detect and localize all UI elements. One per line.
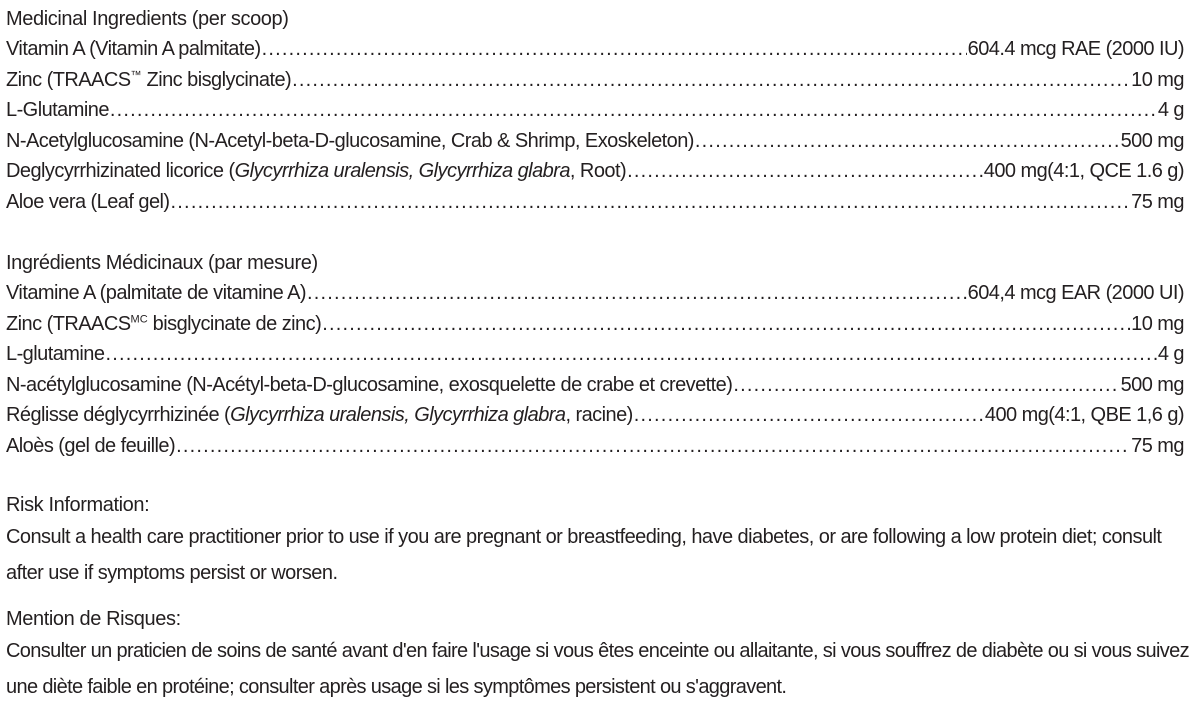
ingredient-name: Aloès (gel de feuille) bbox=[6, 434, 176, 457]
section-heading: Medicinal Ingredients (per scoop) bbox=[6, 8, 289, 30]
ingredients-medicinaux-section bbox=[6, 248, 1184, 461]
dot-leader bbox=[262, 34, 967, 65]
ingredient-name bbox=[6, 309, 321, 340]
dot-leader bbox=[307, 278, 967, 309]
ingredient-row bbox=[6, 95, 1184, 126]
ingredient-row bbox=[6, 431, 1184, 462]
ingredient-name: Vitamin A (Vitamin A palmitate) bbox=[6, 38, 261, 60]
ingredient-quantity: 4 g bbox=[1157, 343, 1184, 365]
risk-information-text: Consult a health care practitioner prior to use if you are pregnant or breastfeeding, have diabetes, or are following a low protein diet; consult after use if symptoms persist or worsen. bbox=[6, 526, 1162, 584]
ingredient-name: Aloe vera (Leaf gel) bbox=[6, 190, 170, 213]
ingredient-quantity: 500 mg bbox=[1120, 129, 1184, 152]
dot-leader bbox=[292, 65, 1130, 96]
mention-de-risques-section bbox=[6, 606, 1200, 705]
ingredient-row bbox=[6, 65, 1184, 96]
botanical-name: Glycyrrhiza uralensis, Glycyrrhiza glabra bbox=[230, 404, 566, 426]
ingredient-row bbox=[6, 339, 1184, 370]
ingredient-quantity: 400 mg(4:1, QBE 1,6 g) bbox=[984, 404, 1184, 426]
ingredient-row bbox=[6, 370, 1184, 401]
ingredient-row bbox=[6, 400, 1184, 431]
dot-leader bbox=[176, 431, 1130, 462]
ingredient-name-part: Deglycyrrhizinated licorice ( bbox=[6, 160, 235, 182]
ingredient-row bbox=[6, 34, 1184, 65]
ingredient-quantity: 604.4 mcg RAE (2000 IU) bbox=[967, 38, 1184, 60]
dot-leader bbox=[322, 309, 1130, 340]
dot-leader bbox=[627, 156, 983, 187]
section-heading: Risk Information: bbox=[6, 494, 150, 516]
trademark-mark: ™ bbox=[130, 68, 142, 81]
ingredient-quantity: 500 mg bbox=[1120, 373, 1184, 396]
ingredient-row bbox=[6, 278, 1184, 309]
ingredient-quantity: 604,4 mcg EAR (2000 UI) bbox=[967, 282, 1184, 304]
ingredient-quantity: 4 g bbox=[1157, 99, 1184, 121]
ingredient-row bbox=[6, 187, 1184, 218]
ingredient-quantity: 400 mg(4:1, QCE 1.6 g) bbox=[983, 160, 1184, 182]
mention-de-risques-text: Consulter un praticien de soins de santé avant d'en faire l'usage si vous êtes enceinte ou allaitante, si vous souffrez de diabète ou si vous suivez une diète faible en protéine; consulter après usage si les symptômes persistent ou s'aggravent. bbox=[6, 640, 1189, 698]
ingredient-name bbox=[6, 400, 633, 431]
botanical-name: Glycyrrhiza uralensis, Glycyrrhiza glabra bbox=[234, 160, 570, 182]
ingredient-name-part: , Root) bbox=[569, 160, 627, 182]
ingredient-name-part: Zinc (TRAACS bbox=[6, 312, 131, 335]
ingredient-name-part: Réglisse déglycyrrhizinée ( bbox=[6, 404, 231, 426]
risk-information-section bbox=[6, 492, 1196, 591]
ingredient-row bbox=[6, 126, 1184, 157]
section-heading: Ingrédients Médicinaux (par mesure) bbox=[6, 252, 318, 274]
ingredient-name: L-Glutamine bbox=[6, 99, 109, 121]
ingredient-quantity: 75 mg bbox=[1131, 190, 1184, 213]
ingredient-name bbox=[6, 65, 291, 96]
ingredient-quantity: 75 mg bbox=[1131, 434, 1184, 457]
ingredient-name: N-Acetylglucosamine (N-Acetyl-beta-D-glucosamine, Crab & Shrimp, Exoskeleton) bbox=[6, 129, 694, 152]
ingredient-name: N-acétylglucosamine (N-Acétyl-beta-D-glucosamine, exosquelette de crabe et crevette) bbox=[6, 373, 733, 396]
dot-leader bbox=[634, 400, 984, 431]
ingredient-row bbox=[6, 309, 1184, 340]
ingredient-name bbox=[6, 156, 626, 187]
ingredient-quantity: 10 mg bbox=[1131, 68, 1184, 91]
medicinal-ingredients-section bbox=[6, 4, 1184, 217]
dot-leader bbox=[110, 95, 1157, 126]
ingredient-name-part: , racine) bbox=[565, 404, 633, 426]
ingredient-name: L-glutamine bbox=[6, 343, 105, 365]
ingredient-name-part: Zinc bisglycinate) bbox=[141, 68, 292, 91]
section-heading: Mention de Risques: bbox=[6, 608, 181, 630]
dot-leader bbox=[171, 187, 1131, 218]
trademark-mark: MC bbox=[130, 312, 148, 325]
ingredient-quantity: 10 mg bbox=[1131, 312, 1184, 335]
dot-leader bbox=[733, 370, 1119, 401]
dot-leader bbox=[695, 126, 1120, 157]
ingredient-name-part: Zinc (TRAACS bbox=[6, 68, 131, 91]
dot-leader bbox=[105, 339, 1156, 370]
ingredient-name-part: bisglycinate de zinc) bbox=[147, 312, 322, 335]
ingredient-row bbox=[6, 156, 1184, 187]
ingredient-name: Vitamine A (palmitate de vitamine A) bbox=[6, 282, 306, 304]
